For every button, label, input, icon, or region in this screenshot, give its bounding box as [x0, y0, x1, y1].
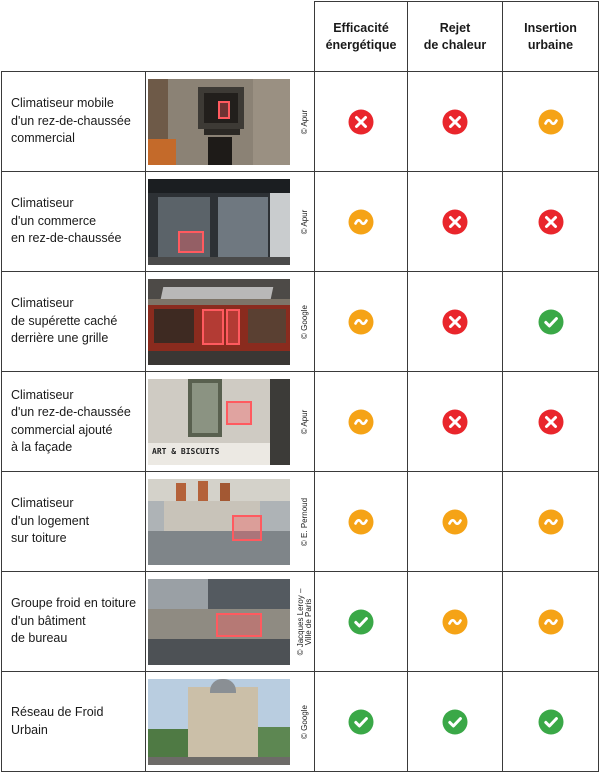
row-photo [148, 279, 290, 365]
row-photo-cell [146, 172, 315, 272]
tilde-icon [538, 609, 564, 635]
tilde-icon [348, 409, 374, 435]
row-label: Réseau de Froid Urbain [2, 672, 146, 772]
row-photo [148, 679, 290, 765]
tilde-icon [442, 509, 468, 535]
photo-credit: © Google [300, 705, 309, 739]
table-row [2, 572, 599, 672]
rating-rejet-chaleur [408, 272, 503, 372]
rating-rejet-chaleur [408, 572, 503, 672]
row-photo [148, 579, 290, 665]
row-photo [148, 79, 290, 165]
rating-rejet-chaleur [408, 672, 503, 772]
row-label: Climatiseur mobile d'un rez-de-chaussée commercial [2, 72, 146, 172]
row-photo [148, 479, 290, 565]
rating-insertion-urbaine [503, 372, 599, 472]
check-icon [442, 709, 468, 735]
header-row [2, 2, 599, 72]
header-blank-cell [2, 2, 315, 72]
header-efficacite: Efficacité énergétique [315, 2, 408, 72]
shop-sign-text: ART & BISCUITS [152, 447, 220, 456]
tilde-icon [538, 509, 564, 535]
rating-rejet-chaleur [408, 72, 503, 172]
photo-credit: © Apur [300, 109, 309, 135]
header-insertion-urbaine: Insertion urbaine [503, 2, 599, 72]
table-row [2, 172, 599, 272]
row-label: Climatiseur de supérette caché derrière une grille [2, 272, 146, 372]
check-icon [538, 709, 564, 735]
cross-icon [538, 209, 564, 235]
table-row [2, 72, 599, 172]
rating-efficacite [315, 672, 408, 772]
cross-icon [442, 209, 468, 235]
cross-icon [442, 409, 468, 435]
rating-insertion-urbaine [503, 72, 599, 172]
check-icon [348, 609, 374, 635]
rating-insertion-urbaine [503, 572, 599, 672]
rating-rejet-chaleur [408, 472, 503, 572]
row-photo-cell [146, 72, 315, 172]
rating-insertion-urbaine [503, 272, 599, 372]
rating-insertion-urbaine [503, 172, 599, 272]
check-icon [348, 709, 374, 735]
rating-efficacite [315, 272, 408, 372]
rating-efficacite [315, 572, 408, 672]
rating-insertion-urbaine [503, 672, 599, 772]
row-photo-cell [146, 672, 315, 772]
row-photo-cell [146, 272, 315, 372]
cross-icon [442, 309, 468, 335]
rating-insertion-urbaine [503, 472, 599, 572]
row-label: Climatiseur d'un commerce en rez-de-chaussée [2, 172, 146, 272]
table-row [2, 272, 599, 372]
photo-credit: © Jacques Leroy – Ville de Paris [296, 588, 313, 656]
table-row [2, 372, 599, 472]
cross-icon [538, 409, 564, 435]
row-label: Climatiseur d'un rez-de-chaussée commercial ajouté à la façade [2, 372, 146, 472]
table-row [2, 672, 599, 772]
tilde-icon [348, 509, 374, 535]
row-label: Groupe froid en toiture d'un bâtiment de bureau [2, 572, 146, 672]
photo-credit: © Google [300, 305, 309, 339]
rating-efficacite [315, 72, 408, 172]
tilde-icon [538, 109, 564, 135]
rating-rejet-chaleur [408, 172, 503, 272]
row-photo [148, 379, 290, 465]
tilde-icon [442, 609, 468, 635]
row-label: Climatiseur d'un logement sur toiture [2, 472, 146, 572]
row-photo-cell [146, 372, 315, 472]
row-photo-cell [146, 472, 315, 572]
rating-efficacite [315, 372, 408, 472]
photo-credit: © E. Pernoud [300, 497, 309, 547]
rating-efficacite [315, 172, 408, 272]
check-icon [538, 309, 564, 335]
photo-credit: © Apur [300, 409, 309, 435]
row-photo-cell [146, 572, 315, 672]
rating-rejet-chaleur [408, 372, 503, 472]
cross-icon [348, 109, 374, 135]
row-photo [148, 179, 290, 265]
tilde-icon [348, 209, 374, 235]
comparison-table [1, 1, 599, 772]
cross-icon [442, 109, 468, 135]
header-rejet-chaleur: Rejet de chaleur [408, 2, 503, 72]
rating-efficacite [315, 472, 408, 572]
tilde-icon [348, 309, 374, 335]
table-row [2, 472, 599, 572]
photo-credit: © Apur [300, 209, 309, 235]
